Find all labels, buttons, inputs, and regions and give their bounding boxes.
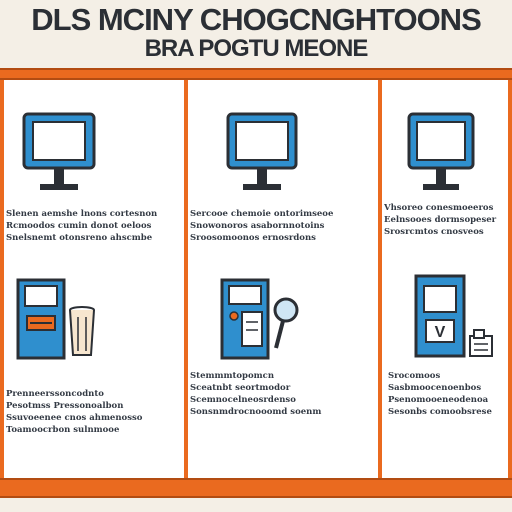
text-line: Psenomooeneodenoa bbox=[388, 395, 489, 405]
card-reader-icon bbox=[468, 328, 494, 358]
column-2-bottom-text bbox=[190, 370, 374, 418]
header bbox=[0, 0, 512, 70]
text-line: Sroosomoonos ernosrdons bbox=[190, 233, 316, 243]
text-line: Stemmmtopomcn bbox=[190, 371, 275, 381]
page-title: DLS MCINY CHOGCNGHTOONS bbox=[31, 2, 481, 37]
text-line: Scemnocelneosrdenso bbox=[190, 395, 296, 405]
magnifier-icon bbox=[270, 296, 302, 352]
text-line: Sesonbs comoobsrese bbox=[388, 407, 492, 417]
column-divider-2 bbox=[378, 80, 382, 478]
monitor-icon bbox=[406, 110, 476, 195]
column-1-top-text bbox=[6, 208, 182, 244]
vending-label: V bbox=[434, 324, 446, 341]
column-2-top-text bbox=[190, 208, 374, 244]
text-line: Sceatnbt seortmodor bbox=[190, 383, 291, 393]
text-line: Slenen aemshe lnons cortesnon bbox=[6, 209, 158, 219]
page-subtitle: BRA POGTU MEONE bbox=[144, 35, 368, 62]
bottom-band bbox=[0, 478, 512, 498]
column-3-top-text bbox=[384, 202, 508, 238]
text-line: Sercooe chemoie ontorimseoe bbox=[190, 209, 334, 219]
text-line: Prenneerssoncodnto bbox=[6, 389, 104, 399]
text-line: Eelnsooes dormsopeser bbox=[384, 215, 497, 225]
column-1-bottom-text bbox=[6, 388, 182, 436]
text-line: Pesotmss Pressonoalbon bbox=[6, 401, 124, 411]
text-line: Sonsnmdrocnooomd soenm bbox=[190, 407, 322, 417]
atm-icon bbox=[220, 278, 270, 360]
cup-icon bbox=[68, 305, 96, 357]
text-line: Srocomoos bbox=[388, 371, 441, 381]
vending-machine-icon bbox=[414, 274, 466, 358]
column-3-bottom-text bbox=[388, 370, 508, 418]
text-line: Rcmoodos cumin donot oeloos bbox=[6, 221, 152, 231]
top-band bbox=[0, 68, 512, 80]
text-line: Toamoocrbon sulnmooe bbox=[6, 425, 120, 435]
left-border bbox=[0, 80, 4, 478]
right-border bbox=[508, 80, 512, 478]
text-line: Vhsoreo conesmoeeros bbox=[384, 203, 494, 213]
text-line: Snowonoros asabornnotoins bbox=[190, 221, 325, 231]
text-line: Ssuvoeenee cnos ahmenosso bbox=[6, 413, 143, 423]
kiosk-icon bbox=[16, 278, 66, 360]
monitor-icon bbox=[224, 110, 300, 195]
text-line: Snelsnemt otonsreno ahscmbe bbox=[6, 233, 153, 243]
column-divider-1 bbox=[184, 80, 188, 478]
text-line: Srosrcmtos cnosveos bbox=[384, 227, 484, 237]
monitor-icon bbox=[20, 110, 98, 195]
text-line: Sasbmoocenoenbos bbox=[388, 383, 482, 393]
